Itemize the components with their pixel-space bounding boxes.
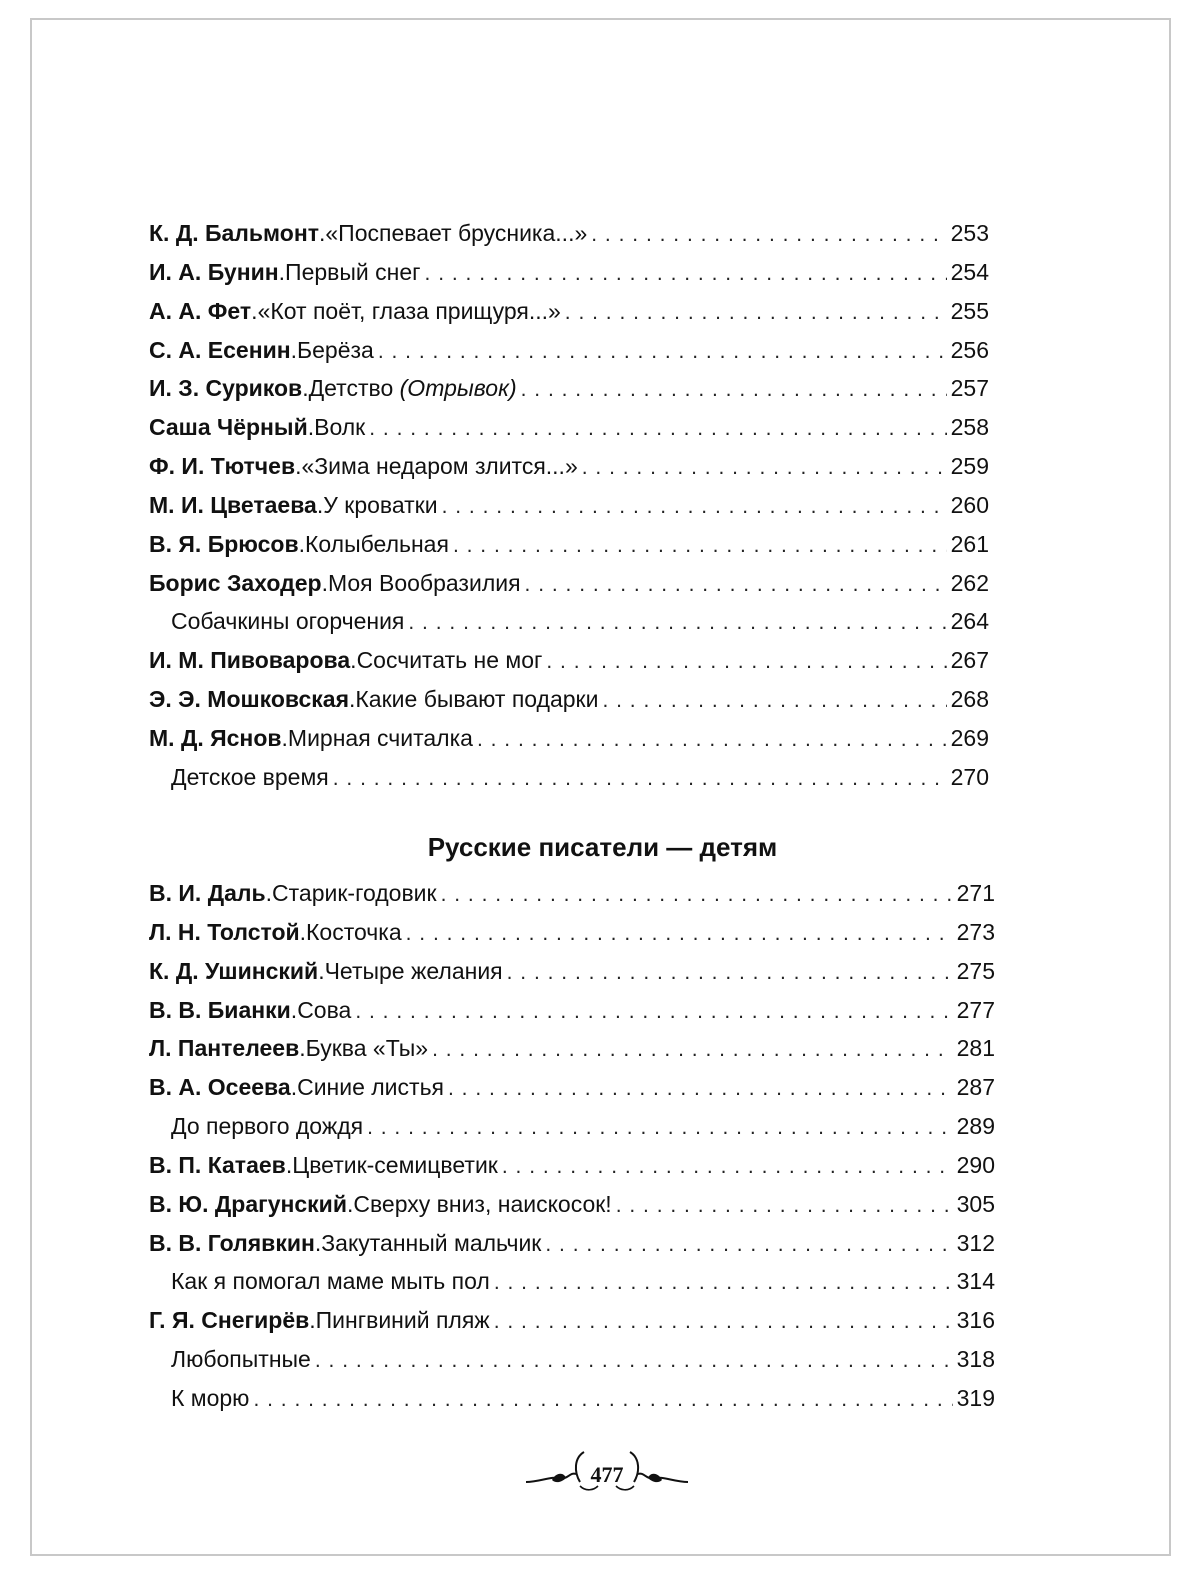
toc-title [323, 486, 437, 525]
toc-entry [149, 602, 989, 641]
toc-page-number: 271 [956, 880, 995, 906]
toc-page-number: 312 [956, 1229, 995, 1256]
toc-title [314, 408, 365, 447]
toc-author-separator: . [278, 258, 286, 285]
toc-author: С. А. Есенин [149, 336, 291, 363]
toc-title-text: Детское время [171, 763, 329, 790]
toc-title [355, 680, 598, 719]
toc-entry [149, 292, 989, 331]
toc-title-text: Старик-годовик [272, 880, 437, 906]
toc-page-number: 270 [950, 763, 989, 790]
toc-leader-dots [546, 643, 946, 682]
page-frame [30, 18, 1171, 1556]
toc-title-text: У кроватки [323, 491, 438, 518]
toc-page-number: 268 [950, 686, 989, 713]
page-footer-ornament [522, 1442, 692, 1512]
toc-title [309, 369, 517, 408]
toc-author: К. Д. Ушинский [149, 957, 319, 984]
toc-title-text: Мирная считалка [287, 724, 473, 751]
toc-page-number: 289 [956, 1113, 995, 1140]
toc-entry [149, 447, 989, 486]
toc-leader-dots [448, 1070, 953, 1109]
toc-title [328, 564, 521, 603]
toc-page-number: 316 [956, 1307, 995, 1334]
toc-title [285, 253, 420, 292]
toc-leader-dots [367, 1109, 953, 1148]
toc-title [171, 758, 329, 797]
toc-author-separator: . [281, 724, 288, 751]
toc-title-text: Сосчитать не мог [356, 647, 543, 674]
toc-author-separator: . [318, 220, 326, 246]
toc-page-number: 254 [950, 258, 989, 285]
toc-author: Борис Заходер [149, 569, 322, 596]
toc-list-part2 [149, 874, 995, 1418]
toc-author-separator: . [298, 530, 305, 557]
toc-title-text: Собачкины огорчения [171, 608, 405, 635]
toc-author: В. И. Даль [149, 880, 266, 906]
toc-title-text: Цветик-семицветик [292, 1151, 498, 1178]
toc-author: М. И. Цветаева [149, 491, 317, 518]
toc-title [301, 447, 577, 486]
toc-title [316, 1301, 490, 1340]
toc-title [306, 1029, 428, 1068]
toc-page-number: 318 [956, 1346, 995, 1373]
toc-title-text: Закутанный мальчик [321, 1229, 542, 1256]
toc-title [325, 214, 587, 253]
toc-entry [149, 214, 989, 253]
toc-author: В. А. Осеева [149, 1074, 291, 1101]
toc-author-separator: . [350, 647, 357, 674]
toc-entry [149, 1379, 995, 1418]
toc-entry [149, 1146, 995, 1185]
toc-author-separator: . [307, 414, 315, 441]
toc-author-separator: . [309, 1307, 316, 1334]
toc-author: Э. Э. Мошковская [149, 686, 350, 713]
toc-page-number: 257 [950, 375, 989, 402]
toc-page-number: 281 [956, 1035, 995, 1062]
toc-title [171, 1107, 363, 1146]
toc-author-separator: . [290, 1074, 298, 1101]
toc-leader-dots [602, 682, 946, 721]
toc-author: В. В. Бианки [149, 996, 291, 1023]
toc-title-text: Как я помогал маме мыть пол [171, 1268, 490, 1295]
toc-author-separator: . [299, 918, 307, 945]
toc-author: И. М. Пивоварова [149, 647, 351, 674]
toc-leader-dots [521, 371, 947, 410]
toc-leader-dots [315, 1342, 953, 1381]
toc-entry [149, 408, 989, 447]
toc-author: В. Я. Брюсов [149, 530, 299, 557]
toc-author: М. Д. Яснов [149, 724, 282, 751]
toc-leader-dots [355, 993, 952, 1032]
page-number: 477 [590, 1462, 624, 1487]
section-heading: Русские писатели — детям [427, 832, 778, 862]
toc-author-separator: . [316, 491, 324, 518]
toc-title [171, 1340, 311, 1379]
toc-author: К. Д. Бальмонт [149, 220, 319, 246]
toc-entry [149, 331, 989, 370]
toc-entry [149, 1068, 995, 1107]
toc-title-text: Пингвиний пляж [315, 1307, 490, 1334]
toc-entry [149, 564, 989, 603]
toc-title-text: Сверху вниз, наискосок! [353, 1190, 612, 1217]
toc-author-separator: . [318, 957, 325, 984]
toc-author-separator: . [265, 880, 273, 906]
toc-leader-dots [441, 876, 953, 915]
toc-title [353, 1185, 611, 1224]
toc-leader-dots [333, 760, 947, 799]
toc-list-part1 [149, 214, 989, 797]
toc-entry [149, 680, 989, 719]
toc-title-text: Любопытные [171, 1346, 311, 1373]
toc-leader-dots [253, 1381, 952, 1420]
toc-title-text: «Поспевает брусника...» [325, 220, 588, 246]
toc-leader-dots [432, 1031, 953, 1070]
toc-leader-dots [369, 410, 946, 449]
toc-page-number: 290 [956, 1151, 995, 1178]
toc-title [305, 525, 449, 564]
toc-title [306, 913, 402, 952]
toc-leader-dots [406, 915, 953, 954]
toc-title-text: Синие листья [297, 1074, 445, 1101]
toc-title-text: Буква «Ты» [305, 1035, 429, 1062]
toc-title-text: Первый снег [285, 258, 421, 285]
toc-title-text: Берёза [297, 336, 374, 363]
toc-leader-dots [477, 721, 947, 760]
toc-leader-dots [408, 604, 946, 643]
toc-title-text: К морю [171, 1384, 250, 1411]
toc-title [321, 1224, 541, 1263]
toc-author: В. П. Катаев [149, 1151, 286, 1178]
toc-leader-dots [502, 1148, 953, 1187]
toc-entry [149, 719, 989, 758]
toc-leader-dots [494, 1264, 953, 1303]
toc-title [357, 641, 543, 680]
toc-author-separator: . [314, 1229, 322, 1256]
toc-entry [149, 952, 995, 991]
toc-entry [149, 758, 989, 797]
toc-page-number: 256 [950, 336, 989, 363]
toc-title-text: Косточка [306, 918, 402, 945]
toc-entry [149, 253, 989, 292]
toc-entry [149, 1029, 995, 1068]
toc-page-number: 269 [950, 724, 989, 751]
toc-page-number: 258 [950, 414, 989, 441]
toc-page-number: 319 [956, 1384, 995, 1411]
toc-title-note: (Отрывок) [399, 375, 517, 402]
toc-page-number: 264 [950, 608, 989, 635]
toc-author: В. Ю. Драгунский [149, 1190, 347, 1217]
toc-title [171, 1379, 249, 1418]
toc-author: И. А. Бунин [149, 258, 279, 285]
toc-title-text: Колыбельная [305, 530, 449, 557]
toc-title-text: Четыре желания [324, 957, 503, 984]
toc-page-number: 262 [950, 569, 989, 596]
toc-title [292, 1146, 498, 1185]
toc-title [288, 719, 473, 758]
toc-leader-dots [565, 294, 947, 333]
toc-page-number: 260 [950, 491, 989, 518]
toc-author-separator: . [302, 375, 309, 402]
toc-title-text: Детство [308, 375, 394, 402]
toc-author-separator: . [290, 336, 298, 363]
toc-page-number: 277 [956, 996, 995, 1023]
toc-page-number: 259 [950, 453, 989, 480]
toc-leader-dots [453, 527, 947, 566]
toc-leader-dots [442, 488, 947, 527]
toc-title-text: Какие бывают подарки [355, 686, 599, 713]
toc-leader-dots [545, 1226, 952, 1265]
toc-leader-dots [494, 1303, 953, 1342]
toc-leader-dots [378, 333, 947, 372]
toc-title [297, 331, 374, 370]
toc-entry [149, 1340, 995, 1379]
toc-page-number: 261 [950, 530, 989, 557]
toc-leader-dots [425, 255, 947, 294]
toc-title [325, 952, 503, 991]
toc-entry [149, 1262, 995, 1301]
toc-author: В. В. Голявкин [149, 1229, 315, 1256]
toc-author-separator: . [290, 996, 298, 1023]
toc-entry [149, 525, 989, 564]
toc-page-number: 287 [956, 1074, 995, 1101]
toc-entry [149, 369, 989, 408]
toc-entry [149, 874, 995, 913]
toc-page-number: 275 [956, 957, 995, 984]
toc-page-number: 273 [956, 918, 995, 945]
toc-leader-dots [507, 954, 953, 993]
toc-author: Г. Я. Снегирёв [149, 1307, 310, 1334]
toc-page-number: 253 [950, 220, 989, 246]
toc-author-separator: . [321, 569, 328, 596]
toc-title-text: Волк [314, 414, 366, 441]
toc-page-number: 255 [950, 297, 989, 324]
toc-author-separator: . [349, 686, 356, 713]
toc-title-text: До первого дождя [171, 1113, 364, 1140]
toc-entry [149, 1301, 995, 1340]
toc-title-text: Сова [297, 996, 352, 1023]
toc-entry [149, 1224, 995, 1263]
toc-page-number: 267 [950, 647, 989, 674]
toc-author: Ф. И. Тютчев [149, 453, 296, 480]
toc-entry [149, 1107, 995, 1146]
toc-author: А. А. Фет [149, 297, 252, 324]
toc-title-text: Моя Вообразилия [327, 569, 521, 596]
toc-entry [149, 486, 989, 525]
toc-entry [149, 991, 995, 1030]
toc-title [272, 874, 437, 913]
toc-author: Л. Н. Толстой [149, 918, 300, 945]
toc-author: Саша Чёрный [149, 414, 308, 441]
toc-author-separator: . [299, 1035, 306, 1062]
toc-title [297, 991, 351, 1030]
toc-author-separator: . [285, 1151, 293, 1178]
toc-leader-dots [525, 566, 947, 605]
toc-entry [149, 1185, 995, 1224]
toc-title-text: «Кот поёт, глаза прищуря...» [257, 297, 561, 324]
toc-author-separator: . [346, 1190, 354, 1217]
toc-page-number: 314 [956, 1268, 995, 1295]
toc-title [171, 602, 404, 641]
toc-title [297, 1068, 444, 1107]
toc-title-text: «Зима недаром злится...» [301, 453, 578, 480]
toc-author-separator: . [295, 453, 302, 480]
toc-author: Л. Пантелеев [149, 1035, 300, 1062]
toc-title [171, 1262, 490, 1301]
toc-leader-dots [582, 449, 947, 488]
toc-title [258, 292, 561, 331]
toc-author: И. З. Суриков [149, 375, 303, 402]
toc-author-separator: . [251, 297, 258, 324]
toc-page-number: 305 [956, 1190, 995, 1217]
toc-leader-dots [591, 216, 946, 255]
toc-entry [149, 641, 989, 680]
toc-entry [149, 913, 995, 952]
toc-leader-dots [616, 1187, 953, 1226]
